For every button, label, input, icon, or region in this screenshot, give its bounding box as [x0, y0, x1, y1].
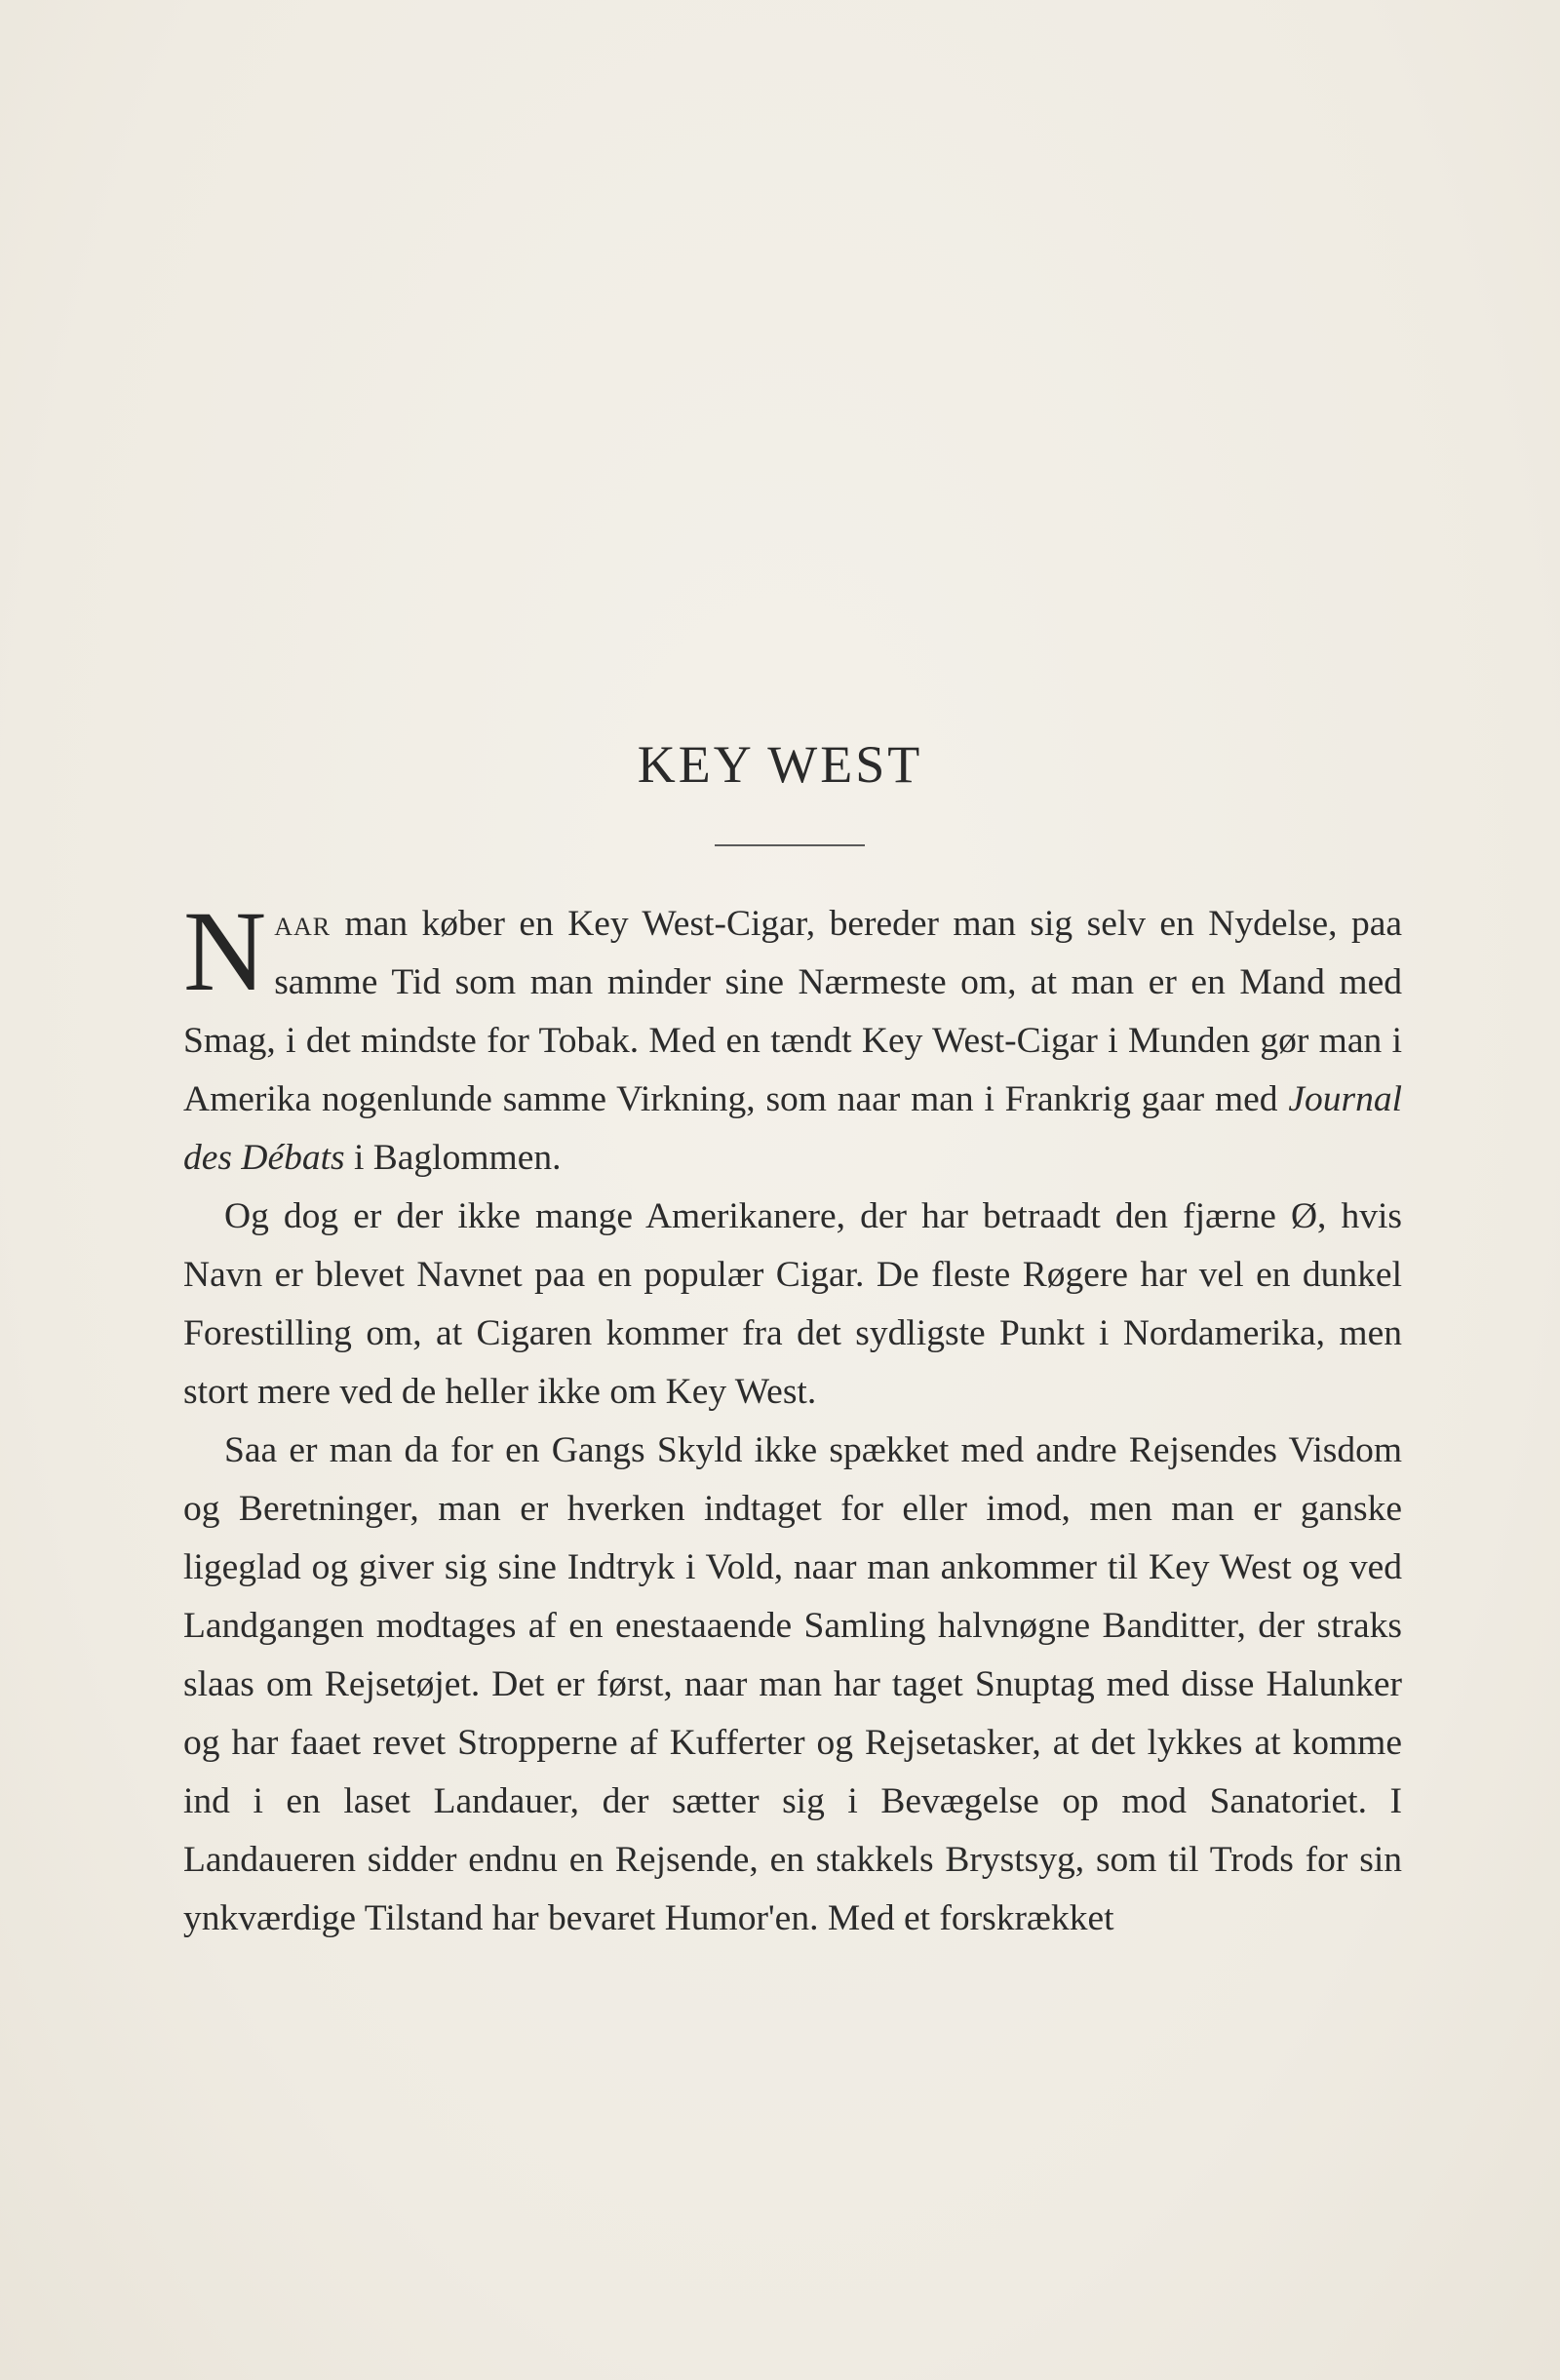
drop-cap: N: [183, 887, 267, 1015]
paragraph-1-tail: i Baglommen.: [344, 1138, 562, 1178]
italic-journal-title: Journal des Débats: [183, 1079, 1402, 1178]
paragraph-3: Saa er man da for en Gangs Skyld ikke spækket med andre Rejsendes Visdom og Beretninger, man er hverken indtaget for eller imod, men man er ganske ligeglad og giver sig sine Indtryk i Vold, naar man ankommer til Key West og ved Landgangen modtages af en enestaaende Samling halvnøgne Banditter, der straks slaas om Rejsetøjet. Det er først, naar man har taget Snuptag med disse Halunker og har faaet revet Stropperne af Kufferter og Rejsetasker, at det lykkes at komme ind i en laset Landauer, der sætter sig i Bevægelse op mod Sanatoriet. I Landaueren sidder endnu en Rejsende, en stakkels Brystsyg, som til Trods for sin ynkværdige Tilstand har bevaret Humor'en. Med et forskrækket: [183, 1430, 1402, 1938]
title-rule: [715, 844, 865, 846]
body-text: [183, 887, 1402, 1948]
small-caps-lead: aar: [274, 904, 332, 944]
paragraph-2: Og dog er der ikke mange Amerikanere, der har betraadt den fjærne Ø, hvis Navn er blevet Navnet paa en populær Cigar. De fleste Røgere har vel en dunkel Forestilling om, at Cigaren kommer fra det sydligste Punkt i Nordamerika, men stort mere ved de heller ikke om Key West.: [183, 1196, 1402, 1412]
chapter-title: KEY WEST: [637, 735, 923, 794]
paragraph-1-text: man køber en Key West-Cigar, bereder man sig selv en Nydelse, paa samme Tid som man minder sine Nærmeste om, at man er en Mand med Smag, i det mindste for Tobak. Med en tændt Key West-Cigar i Munden gør man i Amerika nogenlunde samme Virkning, som naar man i Frankrig gaar med: [183, 904, 1402, 1119]
paragraph-1: [183, 887, 1402, 1188]
